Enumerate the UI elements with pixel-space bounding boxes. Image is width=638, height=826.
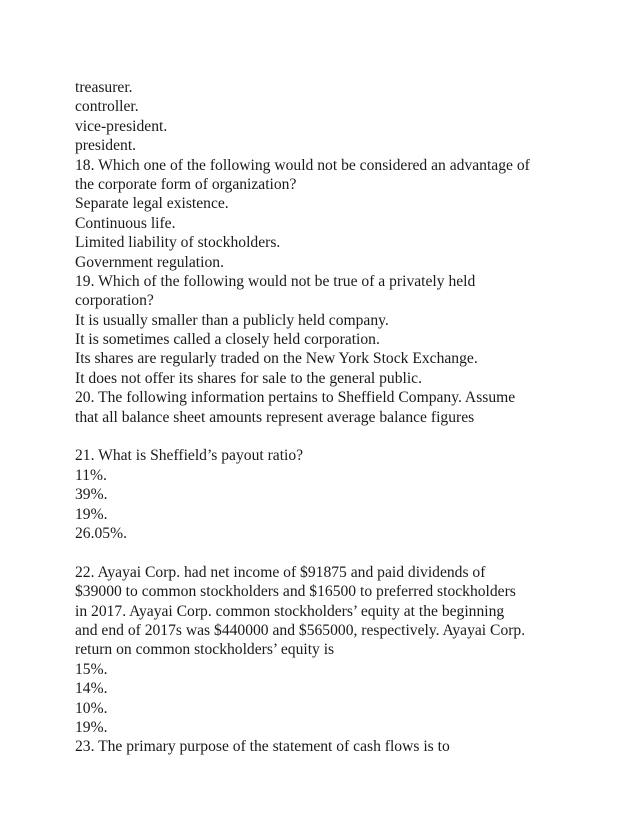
answer-option: It does not offer its shares for sale to the general public.	[75, 369, 422, 387]
question-22-text: return on common stockholders’ equity is	[75, 641, 335, 659]
answer-option: president.	[75, 137, 137, 155]
answer-option: treasurer.	[75, 79, 133, 96]
answer-option: 10%.	[75, 699, 108, 717]
question-21-text: 21. What is Sheffield’s payout ratio?	[75, 447, 304, 465]
question-19-text: 19. Which of the following would not be true of a privately held	[75, 272, 476, 290]
answer-option: 26.05%.	[75, 524, 127, 542]
answer-option: 39%.	[75, 486, 108, 504]
answer-option: 15%.	[75, 660, 108, 678]
document-body	[75, 78, 575, 757]
answer-option: Government regulation.	[75, 253, 224, 271]
blank-line	[75, 543, 575, 562]
answer-option: controller.	[75, 98, 139, 116]
answer-option: It is usually smaller than a publicly held company.	[75, 311, 389, 329]
answer-option: Limited liability of stockholders.	[75, 234, 281, 252]
question-22-text: 22. Ayayai Corp. had net income of $91875 and paid dividends of	[75, 563, 486, 581]
answer-option: Continuous life.	[75, 214, 176, 232]
answer-option: 19%.	[75, 718, 108, 736]
answer-option: vice-president.	[75, 117, 168, 135]
answer-option: 19%.	[75, 505, 108, 523]
question-20-text: 20. The following information pertains to Sheffield Company. Assume	[75, 389, 516, 407]
answer-option: It is sometimes called a closely held corporation.	[75, 331, 380, 349]
question-22-text: and end of 2017s was $440000 and $565000, respectively. Ayayai Corp.	[75, 621, 526, 639]
question-18-text: 18. Which one of the following would not be considered an advantage of	[75, 156, 530, 174]
question-20-text: that all balance sheet amounts represent average balance figures	[75, 408, 475, 426]
question-22-text: in 2017. Ayayai Corp. common stockholders’ equity at the beginning	[75, 602, 505, 620]
blank-line	[75, 427, 575, 446]
answer-option: Separate legal existence.	[75, 195, 229, 213]
question-18-text: the corporate form of organization?	[75, 175, 297, 193]
question-23-text: 23. The primary purpose of the statement of cash flows is to	[75, 738, 450, 756]
question-19-text: corporation?	[75, 292, 154, 310]
answer-option: Its shares are regularly traded on the New York Stock Exchange.	[75, 350, 478, 368]
question-22-text: $39000 to common stockholders and $16500 to preferred stockholders	[75, 583, 516, 601]
answer-option: 11%.	[75, 466, 107, 484]
answer-option: 14%.	[75, 680, 108, 698]
